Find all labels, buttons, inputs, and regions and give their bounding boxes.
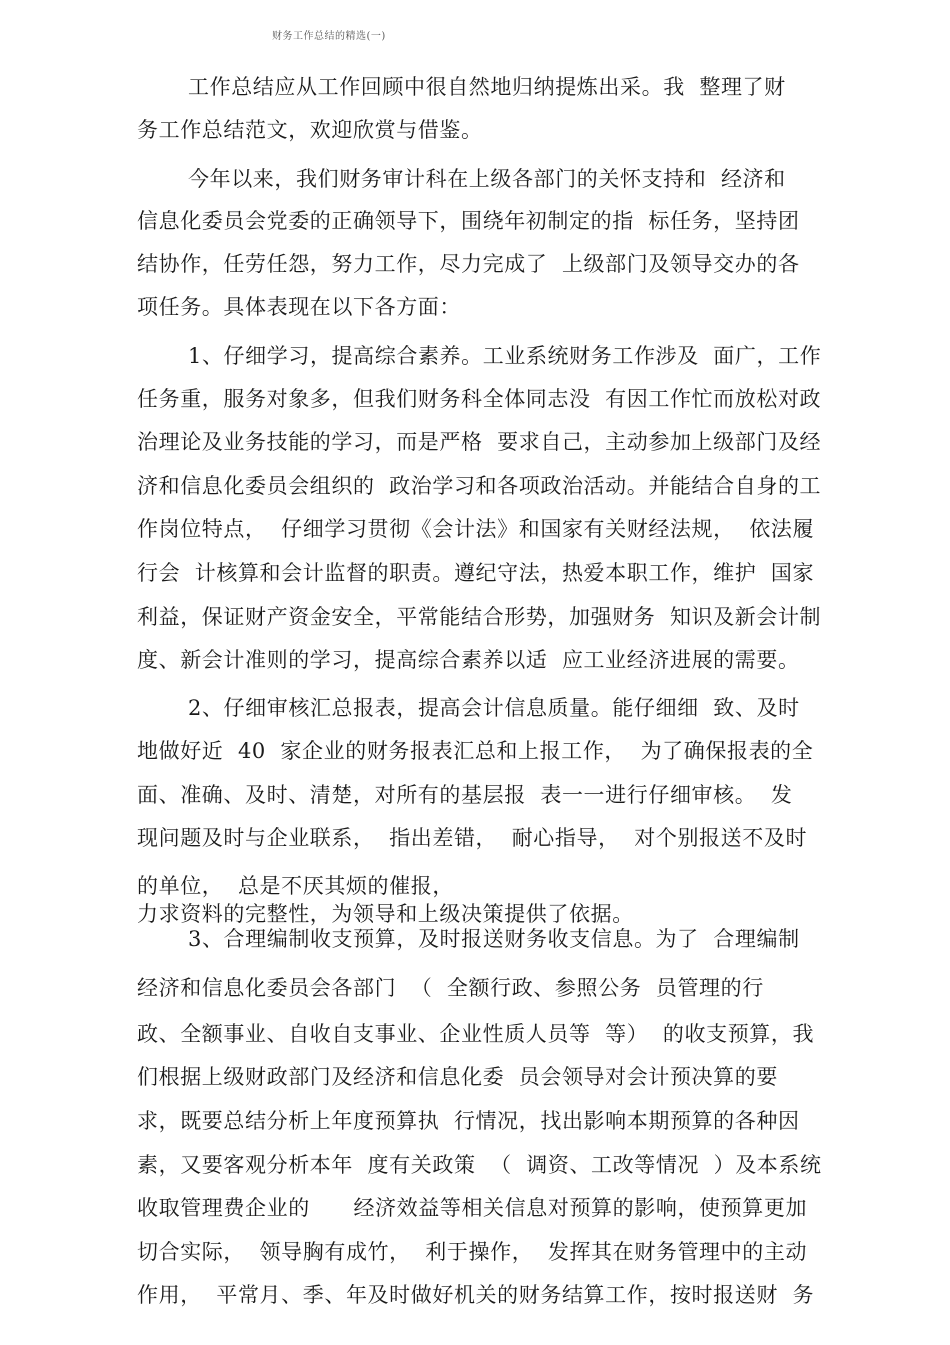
paragraph-line: 们根据上级财政部门及经济和信息化委 员会领导对会计预决算的要 xyxy=(137,1065,778,1089)
paragraph-line: 济和信息化委员会组织的 政治学习和各项政治活动。并能结合自身的工 xyxy=(137,474,822,498)
paragraph-line: 结协作，任劳任怨，努力工作，尽力完成了 上级部门及领导交办的各 xyxy=(137,252,800,276)
paragraph-line: 信息化委员会党委的正确领导下，围绕年初制定的指 标任务，坚持团 xyxy=(137,209,800,233)
paragraph-line: 经济和信息化委员会各部门 （ 全额行政、参照公务 员管理的行 xyxy=(137,976,764,1000)
paragraph-line: 度、新会计准则的学习，提高综合素养以适 应工业经济进展的需要。 xyxy=(137,648,800,672)
paragraph-line: 工作总结应从工作回顾中很自然地归纳提炼出采。我 整理了财 xyxy=(188,75,786,99)
paragraph-line: 治理论及业务技能的学习，而是严格 要求自己，主动参加上级部门及经 xyxy=(137,430,822,454)
paragraph-line: 素，又要客观分析本年 度有关政策 （ 调资、工改等情况 ）及本系统 xyxy=(137,1153,822,1177)
paragraph-line: 务工作总结范文，欢迎欣赏与借鉴。 xyxy=(137,118,483,142)
paragraph-line: 利益，保证财产资金安全，平常能结合形势，加强财务 知识及新会计制 xyxy=(137,605,822,629)
paragraph-line: 作用， 平常月、季、年及时做好机关的财务结算工作，按时报送财 务 xyxy=(137,1283,815,1307)
paragraph-line: 切合实际， 领导胸有成竹， 利于操作， 发挥其在财务管理中的主动 xyxy=(137,1240,808,1264)
paragraph-line: 1、仔细学习，提高综合素养。工业系统财务工作涉及 面广，工作 xyxy=(188,344,822,368)
running-header: 财务工作总结的精选(一) xyxy=(272,31,386,42)
paragraph-line: 现问题及时与企业联系， 指出差错， 耐心指导， 对个别报送不及时 xyxy=(137,826,808,850)
paragraph-line: 今年以来，我们财务审计科在上级各部门的关怀支持和 经济和 xyxy=(188,167,786,191)
paragraph-line: 2、仔细审核汇总报表，提高会计信息质量。能仔细细 致、及时 xyxy=(188,696,800,720)
paragraph-line: 地做好近 40 家企业的财务报表汇总和上报工作， 为了确保报表的全 xyxy=(137,739,814,763)
paragraph-line: 求，既要总结分析上年度预算执 行情况，找出影响本期预算的各种因 xyxy=(137,1109,800,1133)
paragraph-line: 力求资料的完整性，为领导和上级决策提供了依据。 xyxy=(137,902,634,926)
paragraph-line: 行会 计核算和会计监督的职责。遵纪守法，热爱本职工作，维护 国家 xyxy=(137,561,815,585)
paragraph-line: 收取管理费企业的 经济效益等相关信息对预算的影响，使预算更加 xyxy=(137,1196,808,1220)
paragraph-line: 任务重，服务对象多，但我们财务科全体同志没 有因工作忙而放松对政 xyxy=(137,387,822,411)
paragraph-line: 面、准确、及时、清楚，对所有的基层报 表一一进行仔细审核。 发 xyxy=(137,783,793,807)
paragraph-line: 作岗位特点， 仔细学习贯彻《会计法》和国家有关财经法规， 依法履 xyxy=(137,517,815,541)
paragraph-line: 政、全额事业、自收自支事业、企业性质人员等 等） 的收支预算，我 xyxy=(137,1022,815,1046)
paragraph-line: 3、合理编制收支预算，及时报送财务收支信息。为了 合理编制 xyxy=(188,927,800,951)
paragraph-line: 项任务。具体表现在以下各方面： xyxy=(137,295,461,319)
paragraph-line: 的单位， 总是不厌其烦的催报， xyxy=(137,874,454,898)
